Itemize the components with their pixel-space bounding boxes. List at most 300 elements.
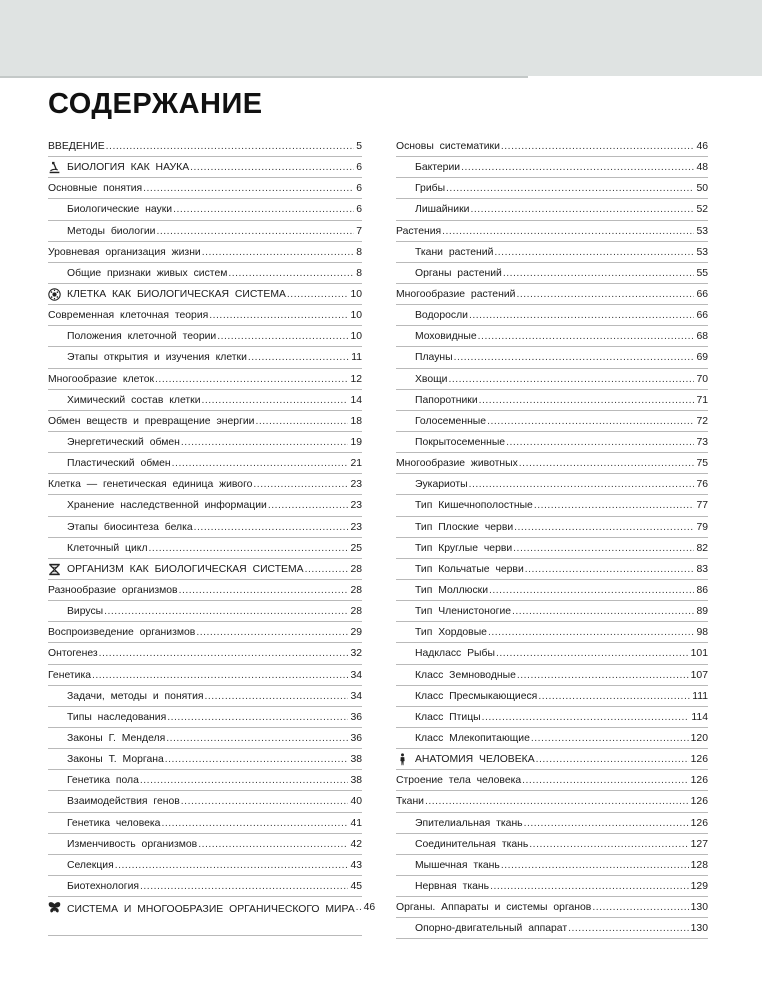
- toc-entry-title: Тип Хордовые: [415, 627, 487, 639]
- toc-page-number: 128: [690, 859, 708, 871]
- toc-section[interactable]: [396, 749, 708, 770]
- toc-page-number: 40: [350, 796, 362, 808]
- header-band-edge: [0, 76, 528, 78]
- toc-page-number: 36: [350, 711, 362, 723]
- toc-page-number: 66: [696, 288, 708, 300]
- toc-leader-dots: [469, 474, 695, 495]
- toc-entry[interactable]: [396, 601, 708, 622]
- toc-entry-title: Грибы: [415, 183, 446, 195]
- toc-leader-dots: [196, 622, 348, 643]
- toc-entry[interactable]: [48, 390, 362, 411]
- toc-leader-dots: [522, 770, 689, 791]
- toc-page-number: 75: [696, 458, 708, 470]
- toc-leader-dots: [217, 326, 348, 347]
- toc-page-number: 86: [696, 584, 708, 596]
- toc-entry-title: Химический состав клетки: [67, 394, 201, 406]
- toc-entry-title: Основные понятия: [48, 183, 143, 195]
- toc-leader-dots: [356, 897, 362, 918]
- toc-page-number: 73: [696, 436, 708, 448]
- microscope-icon: [48, 161, 61, 174]
- toc-page-number: 89: [696, 606, 708, 618]
- toc-entry-title: Тип Круглые черви: [415, 542, 513, 554]
- toc-page-number: 46: [696, 141, 708, 152]
- toc-leader-dots: [228, 263, 354, 284]
- toc-leader-dots: [512, 601, 694, 622]
- toc-leader-dots: [494, 242, 694, 263]
- toc-entry-title: Энергетический обмен: [67, 436, 180, 448]
- toc-entry-title: Законы Г. Менделя: [67, 732, 166, 744]
- toc-page-number: 46: [363, 902, 376, 914]
- toc-entry[interactable]: [396, 178, 708, 199]
- toc-leader-dots: [268, 495, 349, 516]
- toc-page-number: 43: [350, 859, 362, 871]
- toc-entry[interactable]: [48, 728, 362, 749]
- toc-entry-title: Покрытосеменные: [415, 436, 506, 448]
- toc-page-number: 5: [356, 141, 362, 152]
- toc-leader-dots: [487, 411, 694, 432]
- toc-page-number: 83: [696, 563, 708, 575]
- toc-entry[interactable]: [48, 834, 362, 855]
- toc-page-number: 127: [690, 838, 708, 850]
- butterfly-icon: [48, 901, 61, 914]
- toc-page-number: 10: [350, 331, 362, 343]
- toc-page-number: 42: [350, 838, 362, 850]
- toc-page-number: 34: [350, 690, 362, 702]
- toc-entry[interactable]: [396, 263, 708, 284]
- toc-page-number: 82: [696, 542, 708, 554]
- toc-entry-title: Уровневая организация жизни: [48, 246, 201, 258]
- toc-entry[interactable]: [48, 517, 362, 538]
- toc-section[interactable]: [48, 284, 362, 305]
- toc-entry[interactable]: [396, 369, 708, 390]
- toc-leader-dots: [161, 813, 348, 834]
- toc-leader-dots: [248, 347, 349, 368]
- toc-leader-dots: [536, 749, 689, 770]
- toc-entry[interactable]: [396, 897, 708, 918]
- toc-entry-title: Основы систематики: [396, 141, 500, 152]
- toc-entry-title: КЛЕТКА КАК БИОЛОГИЧЕСКАЯ СИСТЕМА: [67, 288, 286, 300]
- toc-page-number: 29: [350, 627, 362, 639]
- toc-page-number: 52: [696, 204, 708, 216]
- toc-entry-title: Хвощи: [415, 373, 448, 385]
- toc-entry-title: Плауны: [415, 352, 453, 364]
- toc-page-number: 77: [696, 500, 708, 512]
- toc-page-number: 8: [356, 246, 362, 258]
- toc-entry-title: Генетика человека: [67, 817, 161, 829]
- toc-entry[interactable]: [396, 686, 708, 707]
- toc-entry-title: ОРГАНИЗМ КАК БИОЛОГИЧЕСКАЯ СИСТЕМА: [67, 563, 304, 575]
- toc-entry[interactable]: [396, 411, 708, 432]
- toc-entry[interactable]: [396, 855, 708, 876]
- toc-page-number: 53: [696, 225, 708, 237]
- toc-entry[interactable]: [48, 707, 362, 728]
- toc-page-number: 6: [356, 183, 362, 195]
- header-band: [0, 0, 762, 76]
- toc-section[interactable]: [48, 157, 362, 178]
- toc-page-number: 114: [691, 711, 708, 723]
- toc-entry[interactable]: [396, 876, 708, 897]
- toc-leader-dots: [501, 136, 695, 157]
- toc-leader-dots: [454, 347, 695, 368]
- toc-entry-title: Моховидные: [415, 331, 477, 343]
- toc-page-number: 7: [356, 225, 362, 237]
- page-title: СОДЕРЖАНИЕ: [48, 88, 263, 120]
- toc-leader-dots: [448, 369, 694, 390]
- toc-leader-dots: [519, 453, 695, 474]
- toc-entry-title: Этапы биосинтеза белка: [67, 521, 193, 533]
- toc-entry[interactable]: [396, 136, 708, 157]
- toc-entry[interactable]: [396, 834, 708, 855]
- toc-leader-dots: [592, 897, 688, 918]
- toc-entry-title: Многообразие животных: [396, 458, 518, 470]
- toc-entry-title: Биологические науки: [67, 204, 173, 216]
- toc-page-number: 126: [690, 796, 708, 808]
- toc-leader-dots: [156, 221, 354, 242]
- toc-entry-title: Ткани: [396, 796, 424, 808]
- toc-entry[interactable]: [48, 136, 362, 157]
- toc-entry-title: ВВЕДЕНИЕ: [48, 141, 105, 152]
- toc-entry[interactable]: [48, 876, 362, 897]
- toc-leader-dots: [172, 453, 349, 474]
- toc-page-number: 21: [350, 458, 362, 470]
- toc-entry[interactable]: [48, 601, 362, 622]
- toc-page-number: 12: [350, 373, 362, 385]
- toc-page-number: 11: [351, 352, 362, 364]
- toc-leader-dots: [104, 601, 348, 622]
- toc-leader-dots: [202, 242, 354, 263]
- toc-entry-title: АНАТОМИЯ ЧЕЛОВЕКА: [415, 754, 535, 766]
- toc-page-number: 107: [690, 669, 708, 681]
- toc-entry[interactable]: [48, 453, 362, 474]
- toc-page-number: 53: [696, 246, 708, 258]
- toc-leader-dots: [166, 728, 348, 749]
- toc-page-number: 79: [696, 521, 708, 533]
- toc-entry[interactable]: [48, 855, 362, 876]
- toc-entry-title: Эпителиальная ткань: [415, 817, 523, 829]
- toc-leader-dots: [205, 686, 349, 707]
- toc-page-number: 126: [690, 817, 708, 829]
- toc-entry-title: Бактерии: [415, 162, 461, 174]
- toc-leader-dots: [167, 707, 348, 728]
- toc-leader-dots: [442, 221, 694, 242]
- toc-entry[interactable]: [48, 770, 362, 791]
- toc-entry[interactable]: [396, 622, 708, 643]
- toc-page-number: 38: [350, 754, 362, 766]
- toc-entry-title: Класс Земноводные: [415, 669, 516, 681]
- toc-entry[interactable]: [396, 665, 708, 686]
- toc-entry[interactable]: [396, 643, 708, 664]
- toc-page-number: 36: [350, 732, 362, 744]
- toc-entry[interactable]: [48, 474, 362, 495]
- toc-entry[interactable]: [48, 813, 362, 834]
- toc-leader-dots: [165, 749, 349, 770]
- toc-page-number: 55: [696, 267, 708, 279]
- toc-leader-dots: [106, 136, 355, 157]
- toc-entry-title: Хранение наследственной информации: [67, 500, 267, 512]
- toc-page-number: 32: [350, 648, 362, 660]
- toc-entry-title: Общие признаки живых систем: [67, 267, 228, 279]
- toc-entry-title: Строение тела человека: [396, 775, 522, 787]
- toc-entry[interactable]: [48, 791, 362, 812]
- toc-entry-title: Соединительная ткань: [415, 838, 529, 850]
- toc-entry[interactable]: [396, 242, 708, 263]
- toc-leader-dots: [482, 707, 690, 728]
- toc-entry-title: Тип Кольчатые черви: [415, 563, 524, 575]
- toc-page-number: 14: [350, 394, 362, 406]
- toc-page-number: 68: [696, 331, 708, 343]
- toc-entry[interactable]: [48, 686, 362, 707]
- toc-entry-title: Взаимодействия генов: [67, 796, 180, 808]
- toc-leader-dots: [531, 728, 689, 749]
- toc-leader-dots: [496, 643, 689, 664]
- toc-leader-dots: [155, 369, 348, 390]
- toc-entry-title: Эукариоты: [415, 479, 468, 491]
- toc-leader-dots: [514, 517, 694, 538]
- toc-leader-dots: [173, 199, 354, 220]
- toc-entry[interactable]: [48, 263, 362, 284]
- toc-entry[interactable]: [48, 580, 362, 601]
- toc-entry[interactable]: [48, 622, 362, 643]
- toc-page-number: 28: [350, 584, 362, 596]
- toc-entry[interactable]: [48, 369, 362, 390]
- toc-entry-title: Папоротники: [415, 394, 478, 406]
- toc-leader-dots: [115, 855, 349, 876]
- toc-entry-title: Органы. Аппараты и системы органов: [396, 902, 592, 914]
- toc-page-number: 126: [690, 754, 708, 766]
- toc-leader-dots: [92, 665, 348, 686]
- toc-entry-title: Изменчивость организмов: [67, 838, 198, 850]
- toc-entry-title: Клеточный цикл: [67, 542, 148, 554]
- toc-entry-title: Класс Пресмыкающиеся: [415, 690, 538, 702]
- toc-page-number: 45: [350, 880, 362, 892]
- toc-page-number: 130: [690, 902, 708, 914]
- toc-entry[interactable]: [396, 453, 708, 474]
- toc-entry-title: Тип Плоские черви: [415, 521, 514, 533]
- toc-leader-dots: [99, 643, 349, 664]
- toc-entry-title: Методы биологии: [67, 225, 156, 237]
- toc-page-number: 10: [350, 288, 362, 300]
- toc-leader-dots: [140, 770, 349, 791]
- toc-entry-title: Опорно-двигательный аппарат: [415, 923, 568, 935]
- toc-column-left: [48, 136, 376, 936]
- toc-page-number: 98: [696, 627, 708, 639]
- toc-leader-dots: [305, 559, 349, 580]
- toc-page-number: 34: [350, 669, 362, 681]
- toc-page-number: 41: [350, 817, 362, 829]
- toc-page-number: 70: [696, 373, 708, 385]
- toc-entry-title: Класс Млекопитающие: [415, 732, 530, 744]
- toc-leader-dots: [446, 178, 694, 199]
- toc-entry-title: Класс Птицы: [415, 711, 481, 723]
- toc-page-number: 48: [696, 162, 708, 174]
- toc-entry[interactable]: [48, 749, 362, 770]
- toc-entry[interactable]: [396, 707, 708, 728]
- toc-page-number: 28: [350, 606, 362, 618]
- toc-leader-dots: [143, 178, 354, 199]
- toc-entry[interactable]: [396, 538, 708, 559]
- toc-entry-title: Надкласс Рыбы: [415, 648, 495, 660]
- toc-page-number: 23: [350, 521, 362, 533]
- toc-entry-title: Онтогенез: [48, 648, 98, 660]
- toc-entry-title: Тип Моллюски: [415, 584, 488, 596]
- cell-icon: [48, 288, 61, 301]
- toc-column-right: [396, 136, 708, 939]
- toc-leader-dots: [181, 791, 349, 812]
- toc-entry[interactable]: [396, 157, 708, 178]
- toc-leader-dots: [253, 474, 348, 495]
- toc-entry[interactable]: [396, 580, 708, 601]
- toc-leader-dots: [190, 157, 354, 178]
- toc-leader-dots: [461, 157, 694, 178]
- toc-leader-dots: [490, 876, 689, 897]
- toc-entry-title: Задачи, методы и понятия: [67, 690, 204, 702]
- toc-leader-dots: [534, 495, 695, 516]
- toc-leader-dots: [287, 284, 349, 305]
- toc-page-number: 111: [692, 690, 708, 702]
- toc-leader-dots: [425, 791, 689, 812]
- toc-entry-title: Пластический обмен: [67, 458, 171, 470]
- dna-icon: [48, 563, 61, 576]
- toc-leader-dots: [489, 580, 694, 601]
- toc-entry[interactable]: [396, 728, 708, 749]
- toc-entry-title: СИСТЕМА И МНОГООБРАЗИЕ ОРГАНИЧЕСКОГО МИРА: [67, 904, 355, 916]
- toc-entry[interactable]: [48, 199, 362, 220]
- toc-entry[interactable]: [396, 495, 708, 516]
- toc-page-number: 120: [690, 732, 708, 744]
- toc-entry[interactable]: [396, 813, 708, 834]
- toc-entry-title: Нервная ткань: [415, 880, 490, 892]
- toc-leader-dots: [140, 876, 348, 897]
- toc-page-number: 71: [696, 394, 708, 406]
- toc-entry[interactable]: [396, 221, 708, 242]
- toc-entry-title: Лишайники: [415, 204, 470, 216]
- toc-entry-title: Тип Кишечнополостные: [415, 500, 533, 512]
- toc-entry-title: Органы растений: [415, 267, 502, 279]
- toc-entry-title: Современная клеточная теория: [48, 310, 209, 322]
- toc-entry[interactable]: [48, 411, 362, 432]
- toc-entry[interactable]: [396, 284, 708, 305]
- toc-leader-dots: [568, 918, 689, 939]
- toc-leader-dots: [149, 538, 349, 559]
- toc-entry[interactable]: [396, 559, 708, 580]
- toc-entry[interactable]: [396, 305, 708, 326]
- toc-page-number: 130: [690, 923, 708, 935]
- toc-page-number: 101: [690, 648, 708, 660]
- toc-entry[interactable]: [396, 474, 708, 495]
- toc-leader-dots: [529, 834, 688, 855]
- toc-leader-dots: [255, 411, 348, 432]
- toc-page-number: 23: [350, 500, 362, 512]
- toc-leader-dots: [181, 432, 349, 453]
- toc-page-number: 126: [690, 775, 708, 787]
- toc-leader-dots: [202, 390, 349, 411]
- toc-entry-title: Биотехнология: [67, 880, 140, 892]
- toc-entry[interactable]: [48, 495, 362, 516]
- toc-entry[interactable]: [396, 199, 708, 220]
- toc-entry[interactable]: [48, 242, 362, 263]
- toc-page-number: 10: [350, 310, 362, 322]
- toc-page-number: 6: [356, 204, 362, 216]
- toc-entry[interactable]: [48, 178, 362, 199]
- toc-entry[interactable]: [48, 326, 362, 347]
- toc-section[interactable]: [48, 897, 376, 936]
- toc-entry-title: Обмен веществ и превращение энергии: [48, 415, 255, 427]
- toc-entry[interactable]: [396, 326, 708, 347]
- toc-entry-title: Разнообразие организмов: [48, 584, 178, 596]
- toc-page-number: 72: [696, 415, 708, 427]
- toc-leader-dots: [525, 559, 695, 580]
- toc-page-number: 76: [696, 479, 708, 491]
- toc-leader-dots: [516, 284, 694, 305]
- toc-page-number: 28: [350, 563, 362, 575]
- toc-entry-title: Голосеменные: [415, 415, 487, 427]
- toc-leader-dots: [478, 326, 695, 347]
- toc-entry[interactable]: [396, 432, 708, 453]
- toc-entry-title: Водоросли: [415, 310, 468, 322]
- toc-leader-dots: [524, 813, 689, 834]
- toc-entry-title: Мышечная ткань: [415, 859, 500, 871]
- toc-entry-title: Тип Членистоногие: [415, 606, 512, 618]
- toc-entry[interactable]: [396, 390, 708, 411]
- toc-leader-dots: [538, 686, 690, 707]
- toc-page-number: 8: [356, 267, 362, 279]
- toc-leader-dots: [501, 855, 689, 876]
- toc-leader-dots: [503, 263, 695, 284]
- toc-page-number: 25: [350, 542, 362, 554]
- toc-leader-dots: [194, 517, 349, 538]
- toc-entry[interactable]: [396, 347, 708, 368]
- toc-leader-dots: [506, 432, 694, 453]
- toc-entry[interactable]: [48, 538, 362, 559]
- toc-section[interactable]: [48, 559, 362, 580]
- toc-entry[interactable]: [48, 665, 362, 686]
- toc-entry[interactable]: [396, 770, 708, 791]
- toc-leader-dots: [179, 580, 349, 601]
- toc-page-number: 19: [350, 436, 362, 448]
- toc-entry-title: Многообразие клеток: [48, 373, 155, 385]
- toc-entry-title: Селекция: [67, 859, 114, 871]
- toc-leader-dots: [198, 834, 348, 855]
- toc-entry[interactable]: [48, 305, 362, 326]
- toc-page-number: 6: [356, 162, 362, 174]
- toc-entry-title: БИОЛОГИЯ КАК НАУКА: [67, 162, 190, 174]
- toc-entry-title: Вирусы: [67, 606, 104, 618]
- toc-entry-title: Ткани растений: [415, 246, 494, 258]
- toc-leader-dots: [517, 665, 689, 686]
- toc-entry[interactable]: [396, 918, 708, 939]
- toc-entry[interactable]: [48, 432, 362, 453]
- toc-entry[interactable]: [396, 517, 708, 538]
- toc-entry-title: Многообразие растений: [396, 288, 516, 300]
- toc-leader-dots: [488, 622, 694, 643]
- toc-entry-title: Генетика пола: [67, 775, 139, 787]
- toc-page-number: 38: [350, 775, 362, 787]
- toc-entry[interactable]: [48, 643, 362, 664]
- toc-entry-title: Законы Т. Моргана: [67, 754, 164, 766]
- toc-leader-dots: [513, 538, 694, 559]
- toc-entry-title: Типы наследования: [67, 711, 167, 723]
- toc-entry-title: Положения клеточной теории: [67, 331, 217, 343]
- toc-page-number: 69: [696, 352, 708, 364]
- toc-entry[interactable]: [48, 221, 362, 242]
- toc-entry[interactable]: [396, 791, 708, 812]
- toc-page-number: 50: [696, 183, 708, 195]
- toc-entry-title: Генетика: [48, 669, 91, 681]
- toc-entry-title: Растения: [396, 225, 442, 237]
- toc-entry[interactable]: [48, 347, 362, 368]
- toc-leader-dots: [479, 390, 695, 411]
- toc-entry-title: Клетка — генетическая единица живого: [48, 479, 253, 491]
